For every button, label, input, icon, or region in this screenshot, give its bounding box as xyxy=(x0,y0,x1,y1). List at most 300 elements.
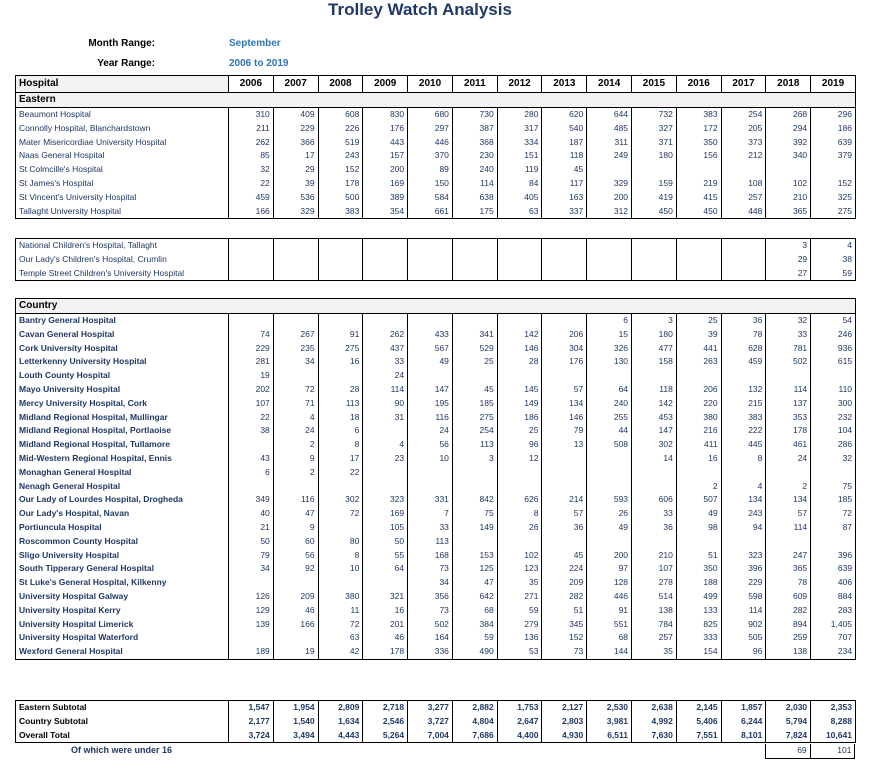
year-value: 68 xyxy=(587,631,632,645)
year-value: 499 xyxy=(676,590,721,604)
year-value: 51 xyxy=(676,549,721,563)
year-value: 147 xyxy=(632,424,677,438)
year-value: 14 xyxy=(632,452,677,466)
year-value xyxy=(408,480,453,494)
year-value: 212 xyxy=(721,149,766,163)
hospital-name: University Hospital Galway xyxy=(16,590,229,604)
year-value: 321 xyxy=(363,590,408,604)
year-value: 255 xyxy=(587,411,632,425)
year-value: 380 xyxy=(676,411,721,425)
year-value: 132 xyxy=(721,383,766,397)
table-row xyxy=(16,507,856,521)
year-value: 825 xyxy=(676,618,721,632)
year-value: 114 xyxy=(363,383,408,397)
column-header-year: 2019 xyxy=(811,76,856,93)
year-value: 508 xyxy=(587,438,632,452)
hospital-name: Roscommon County Hospital xyxy=(16,535,229,549)
year-value: 206 xyxy=(542,328,587,342)
year-value: 134 xyxy=(721,493,766,507)
year-value: 185 xyxy=(811,493,856,507)
year-value: 74 xyxy=(229,328,274,342)
hospital-name: Mercy University Hospital, Cork xyxy=(16,397,229,411)
year-value: 186 xyxy=(811,122,856,136)
year-value: 2,803 xyxy=(542,715,587,729)
year-value: 639 xyxy=(811,562,856,576)
year-value: 18 xyxy=(318,411,363,425)
year-value: 500 xyxy=(318,191,363,205)
year-value: 229 xyxy=(273,122,318,136)
year-value: 441 xyxy=(676,342,721,356)
year-value: 102 xyxy=(766,177,811,191)
year-value: 64 xyxy=(587,383,632,397)
year-value: 80 xyxy=(318,535,363,549)
year-value: 31 xyxy=(363,411,408,425)
year-value: 158 xyxy=(632,355,677,369)
year-value xyxy=(318,239,363,253)
year-value xyxy=(497,744,542,758)
year-value: 46 xyxy=(363,631,408,645)
table-row xyxy=(16,549,856,563)
year-value: 189 xyxy=(229,645,274,659)
year-value xyxy=(363,480,408,494)
hospital-name: Mater Misericordiae University Hospital xyxy=(16,136,229,150)
year-value: 240 xyxy=(587,397,632,411)
year-value: 200 xyxy=(587,191,632,205)
hospital-name: Midland Regional Hospital, Tullamore xyxy=(16,438,229,452)
year-value xyxy=(721,535,766,549)
section-country xyxy=(16,299,856,314)
year-value: 138 xyxy=(632,604,677,618)
year-value: 47 xyxy=(273,507,318,521)
column-header-year: 2013 xyxy=(542,76,587,93)
year-value: 300 xyxy=(811,397,856,411)
hospital-name: Beaumont Hospital xyxy=(16,108,229,122)
year-value: 46 xyxy=(273,604,318,618)
year-value: 54 xyxy=(811,314,856,328)
year-value: 56 xyxy=(273,549,318,563)
year-value: 4,804 xyxy=(452,715,497,729)
year-value xyxy=(229,314,274,328)
year-value: 49 xyxy=(408,355,453,369)
year-value: 24 xyxy=(408,424,453,438)
hospital-name: Our Lady's Children's Hospital, Crumlin xyxy=(16,253,229,267)
year-value: 302 xyxy=(318,493,363,507)
year-value: 27 xyxy=(766,267,811,281)
year-value: 57 xyxy=(766,507,811,521)
year-value xyxy=(229,438,274,452)
year-value: 13 xyxy=(542,438,587,452)
year-value: 195 xyxy=(408,397,453,411)
hospital-name: St Luke's General Hospital, Kilkenny xyxy=(16,576,229,590)
hospital-name: Midland Regional Hospital, Portlaoise xyxy=(16,424,229,438)
year-value: 477 xyxy=(632,342,677,356)
year-value: 134 xyxy=(542,397,587,411)
year-value: 2,718 xyxy=(363,701,408,715)
table-row xyxy=(16,191,856,205)
year-value xyxy=(497,480,542,494)
table-row xyxy=(16,108,856,122)
year-value: 638 xyxy=(452,191,497,205)
year-value: 593 xyxy=(587,493,632,507)
year-value: 461 xyxy=(766,438,811,452)
year-value: 51 xyxy=(542,604,587,618)
year-range-label: Year Range: xyxy=(97,58,155,69)
table-row xyxy=(16,397,856,411)
year-value: 96 xyxy=(721,645,766,659)
year-value: 7,686 xyxy=(452,729,497,743)
year-value: 459 xyxy=(721,355,766,369)
year-value xyxy=(452,314,497,328)
year-value: 15 xyxy=(587,328,632,342)
hospital-name: Tallaght University Hospital xyxy=(16,205,229,219)
year-value xyxy=(273,267,318,281)
column-header-year: 2008 xyxy=(318,76,363,93)
hospital-name: University Hospital Waterford xyxy=(16,631,229,645)
year-value: 459 xyxy=(229,191,274,205)
year-value: 540 xyxy=(542,122,587,136)
year-value: 502 xyxy=(408,618,453,632)
hospital-name: Wexford General Hospital xyxy=(16,645,229,659)
year-value xyxy=(362,744,407,758)
year-value: 92 xyxy=(273,562,318,576)
year-value: 232 xyxy=(811,411,856,425)
year-value: 149 xyxy=(497,397,542,411)
table-row xyxy=(16,163,856,177)
year-value: 185 xyxy=(452,397,497,411)
year-value: 4,930 xyxy=(542,729,587,743)
table-row xyxy=(16,604,856,618)
year-value xyxy=(811,535,856,549)
year-value: 56 xyxy=(408,438,453,452)
year-value: 169 xyxy=(363,507,408,521)
table-row xyxy=(16,136,856,150)
year-value: 159 xyxy=(632,177,677,191)
year-value: 47 xyxy=(452,576,497,590)
year-value: 87 xyxy=(811,521,856,535)
hospital-name: Cork University Hospital xyxy=(16,342,229,356)
hospital-name: University Hospital Limerick xyxy=(16,618,229,632)
year-value: 206 xyxy=(676,383,721,397)
year-value xyxy=(766,163,811,177)
hospital-name: Naas General Hospital xyxy=(16,149,229,163)
year-value: 7,630 xyxy=(632,729,677,743)
year-value xyxy=(632,163,677,177)
year-value: 333 xyxy=(676,631,721,645)
year-value: 334 xyxy=(497,136,542,150)
year-value: 450 xyxy=(632,205,677,219)
year-value: 145 xyxy=(497,383,542,397)
year-value: 371 xyxy=(632,136,677,150)
year-value: 149 xyxy=(452,521,497,535)
year-value: 90 xyxy=(363,397,408,411)
hospital-name: Connolly Hospital, Blanchardstown xyxy=(16,122,229,136)
year-value: 116 xyxy=(273,493,318,507)
year-value: 102 xyxy=(497,549,542,563)
year-value: 9 xyxy=(273,521,318,535)
year-value: 152 xyxy=(811,177,856,191)
year-value: 16 xyxy=(363,604,408,618)
year-value: 178 xyxy=(363,645,408,659)
table-row xyxy=(16,562,856,576)
column-header-hospital: Hospital xyxy=(16,76,229,93)
year-value: 50 xyxy=(229,535,274,549)
year-value: 210 xyxy=(632,549,677,563)
month-range-value: September xyxy=(229,38,281,49)
year-value: 2,177 xyxy=(229,715,274,729)
year-value xyxy=(408,239,453,253)
year-value: 36 xyxy=(542,521,587,535)
year-value: 209 xyxy=(542,576,587,590)
year-value xyxy=(721,369,766,383)
year-value: 257 xyxy=(632,631,677,645)
year-value: 3,724 xyxy=(229,729,274,743)
hospital-name: Our Lady of Lourdes Hospital, Drogheda xyxy=(16,493,229,507)
year-value: 32 xyxy=(766,314,811,328)
year-value: 485 xyxy=(587,122,632,136)
year-value xyxy=(632,369,677,383)
hospital-name: University Hospital Kerry xyxy=(16,604,229,618)
year-value: 79 xyxy=(542,424,587,438)
hospital-name: Nenagh General Hospital xyxy=(16,480,229,494)
year-value: 3,494 xyxy=(273,729,318,743)
year-value xyxy=(587,535,632,549)
year-value: 169 xyxy=(363,177,408,191)
year-value xyxy=(228,744,273,758)
year-value: 353 xyxy=(766,411,811,425)
year-value: 35 xyxy=(497,576,542,590)
year-value: 283 xyxy=(811,604,856,618)
year-value xyxy=(229,267,274,281)
column-header-year: 2010 xyxy=(408,76,453,93)
year-value xyxy=(811,466,856,480)
year-value: 8 xyxy=(497,507,542,521)
year-value: 2 xyxy=(676,480,721,494)
year-value: 243 xyxy=(318,149,363,163)
hospital-name: St Vincent's University Hospital xyxy=(16,191,229,205)
year-value: 166 xyxy=(229,205,274,219)
year-value: 123 xyxy=(497,562,542,576)
year-value: 73 xyxy=(408,562,453,576)
year-value xyxy=(363,267,408,281)
year-value: 114 xyxy=(766,521,811,535)
table-row xyxy=(16,645,856,659)
year-value: 6,511 xyxy=(587,729,632,743)
year-value: 247 xyxy=(766,549,811,563)
year-value: 234 xyxy=(811,645,856,659)
year-value: 2,546 xyxy=(363,715,408,729)
year-value: 73 xyxy=(542,645,587,659)
year-value: 24 xyxy=(766,452,811,466)
year-value xyxy=(363,253,408,267)
year-value: 101 xyxy=(810,744,855,758)
year-value: 7,004 xyxy=(408,729,453,743)
year-value: 4 xyxy=(273,411,318,425)
year-value: 445 xyxy=(721,438,766,452)
year-value xyxy=(676,369,721,383)
year-value: 50 xyxy=(363,535,408,549)
year-value xyxy=(408,369,453,383)
year-value: 22 xyxy=(229,411,274,425)
year-value: 661 xyxy=(408,205,453,219)
year-value: 383 xyxy=(721,411,766,425)
hospital-name: Eastern Subtotal xyxy=(16,701,229,715)
year-value: 152 xyxy=(318,163,363,177)
year-value: 707 xyxy=(811,631,856,645)
year-value: 4,992 xyxy=(632,715,677,729)
year-value xyxy=(273,253,318,267)
year-value: 7,551 xyxy=(676,729,721,743)
year-value: 282 xyxy=(766,604,811,618)
year-value: 114 xyxy=(721,604,766,618)
column-header-year: 2006 xyxy=(229,76,274,93)
year-value: 2,638 xyxy=(632,701,677,715)
year-value: 8 xyxy=(318,438,363,452)
year-value: 2 xyxy=(766,480,811,494)
year-value: 144 xyxy=(587,645,632,659)
year-value: 119 xyxy=(497,163,542,177)
year-value: 7 xyxy=(408,507,453,521)
year-value xyxy=(497,535,542,549)
year-value: 606 xyxy=(632,493,677,507)
year-value: 91 xyxy=(587,604,632,618)
childrens-table xyxy=(15,238,856,281)
year-value xyxy=(632,239,677,253)
year-value xyxy=(408,253,453,267)
year-value: 5,406 xyxy=(676,715,721,729)
hospital-name: South Tipperary General Hospital xyxy=(16,562,229,576)
year-value: 34 xyxy=(273,355,318,369)
year-value xyxy=(229,253,274,267)
year-value: 78 xyxy=(766,576,811,590)
table-row xyxy=(16,177,856,191)
year-value xyxy=(542,267,587,281)
year-value: 26 xyxy=(587,507,632,521)
year-value: 584 xyxy=(408,191,453,205)
hospital-name: St James's Hospital xyxy=(16,177,229,191)
year-value: 2,127 xyxy=(542,701,587,715)
year-value: 25 xyxy=(497,424,542,438)
year-value: 1,954 xyxy=(273,701,318,715)
year-value: 383 xyxy=(676,108,721,122)
year-value xyxy=(676,535,721,549)
year-value: 6,244 xyxy=(721,715,766,729)
year-value: 433 xyxy=(408,328,453,342)
year-value: 8,288 xyxy=(811,715,856,729)
year-value xyxy=(273,744,318,758)
year-value xyxy=(676,163,721,177)
year-value: 2,530 xyxy=(587,701,632,715)
year-value: 3 xyxy=(632,314,677,328)
year-value: 178 xyxy=(766,424,811,438)
year-value xyxy=(318,267,363,281)
year-value: 419 xyxy=(632,191,677,205)
year-value: 519 xyxy=(318,136,363,150)
hospital-name: Midland Regional Hospital, Mullingar xyxy=(16,411,229,425)
year-value: 200 xyxy=(363,163,408,177)
year-value: 12 xyxy=(497,452,542,466)
year-value: 354 xyxy=(363,205,408,219)
year-value: 406 xyxy=(811,576,856,590)
table-row xyxy=(16,521,856,535)
year-value: 502 xyxy=(766,355,811,369)
year-value: 302 xyxy=(632,438,677,452)
year-value: 257 xyxy=(721,191,766,205)
year-value: 6 xyxy=(229,466,274,480)
year-value xyxy=(497,253,542,267)
year-value: 8 xyxy=(318,549,363,563)
year-value xyxy=(721,466,766,480)
year-value: 608 xyxy=(318,108,363,122)
year-value: 1,857 xyxy=(721,701,766,715)
year-value xyxy=(676,239,721,253)
table-row xyxy=(16,328,856,342)
year-value xyxy=(631,744,676,758)
year-value: 235 xyxy=(273,342,318,356)
year-value xyxy=(497,239,542,253)
year-value: 6 xyxy=(587,314,632,328)
year-value xyxy=(676,253,721,267)
year-value: 22 xyxy=(229,177,274,191)
table-row xyxy=(16,314,856,328)
section-label: Eastern xyxy=(16,93,856,108)
year-value xyxy=(273,369,318,383)
year-value xyxy=(542,480,587,494)
year-value: 133 xyxy=(676,604,721,618)
year-value: 186 xyxy=(497,411,542,425)
year-value: 380 xyxy=(318,590,363,604)
year-value: 33 xyxy=(632,507,677,521)
year-value: 680 xyxy=(408,108,453,122)
year-value xyxy=(363,576,408,590)
year-value: 16 xyxy=(676,452,721,466)
year-value xyxy=(452,466,497,480)
year-value: 453 xyxy=(632,411,677,425)
year-value: 446 xyxy=(408,136,453,150)
year-value: 29 xyxy=(766,253,811,267)
year-value: 113 xyxy=(452,438,497,452)
table-row xyxy=(16,480,856,494)
year-value: 366 xyxy=(273,136,318,150)
year-value: 405 xyxy=(497,191,542,205)
year-value xyxy=(497,369,542,383)
year-value: 44 xyxy=(587,424,632,438)
year-value: 114 xyxy=(452,177,497,191)
year-value: 275 xyxy=(811,205,856,219)
year-value: 59 xyxy=(452,631,497,645)
year-value: 91 xyxy=(318,328,363,342)
year-value: 1,405 xyxy=(811,618,856,632)
year-value: 396 xyxy=(721,562,766,576)
year-value: 59 xyxy=(497,604,542,618)
year-value xyxy=(676,267,721,281)
year-value: 4 xyxy=(811,239,856,253)
year-value xyxy=(363,466,408,480)
year-value: 240 xyxy=(452,163,497,177)
year-value xyxy=(811,369,856,383)
year-value: 224 xyxy=(542,562,587,576)
year-value: 64 xyxy=(363,562,408,576)
year-value: 49 xyxy=(587,521,632,535)
year-value: 201 xyxy=(363,618,408,632)
year-value: 350 xyxy=(676,136,721,150)
year-value: 39 xyxy=(273,177,318,191)
year-value: 19 xyxy=(229,369,274,383)
year-value: 732 xyxy=(632,108,677,122)
under16-table xyxy=(15,744,855,759)
section-eastern xyxy=(16,93,856,108)
year-value: 209 xyxy=(273,590,318,604)
column-header-year: 2017 xyxy=(721,76,766,93)
